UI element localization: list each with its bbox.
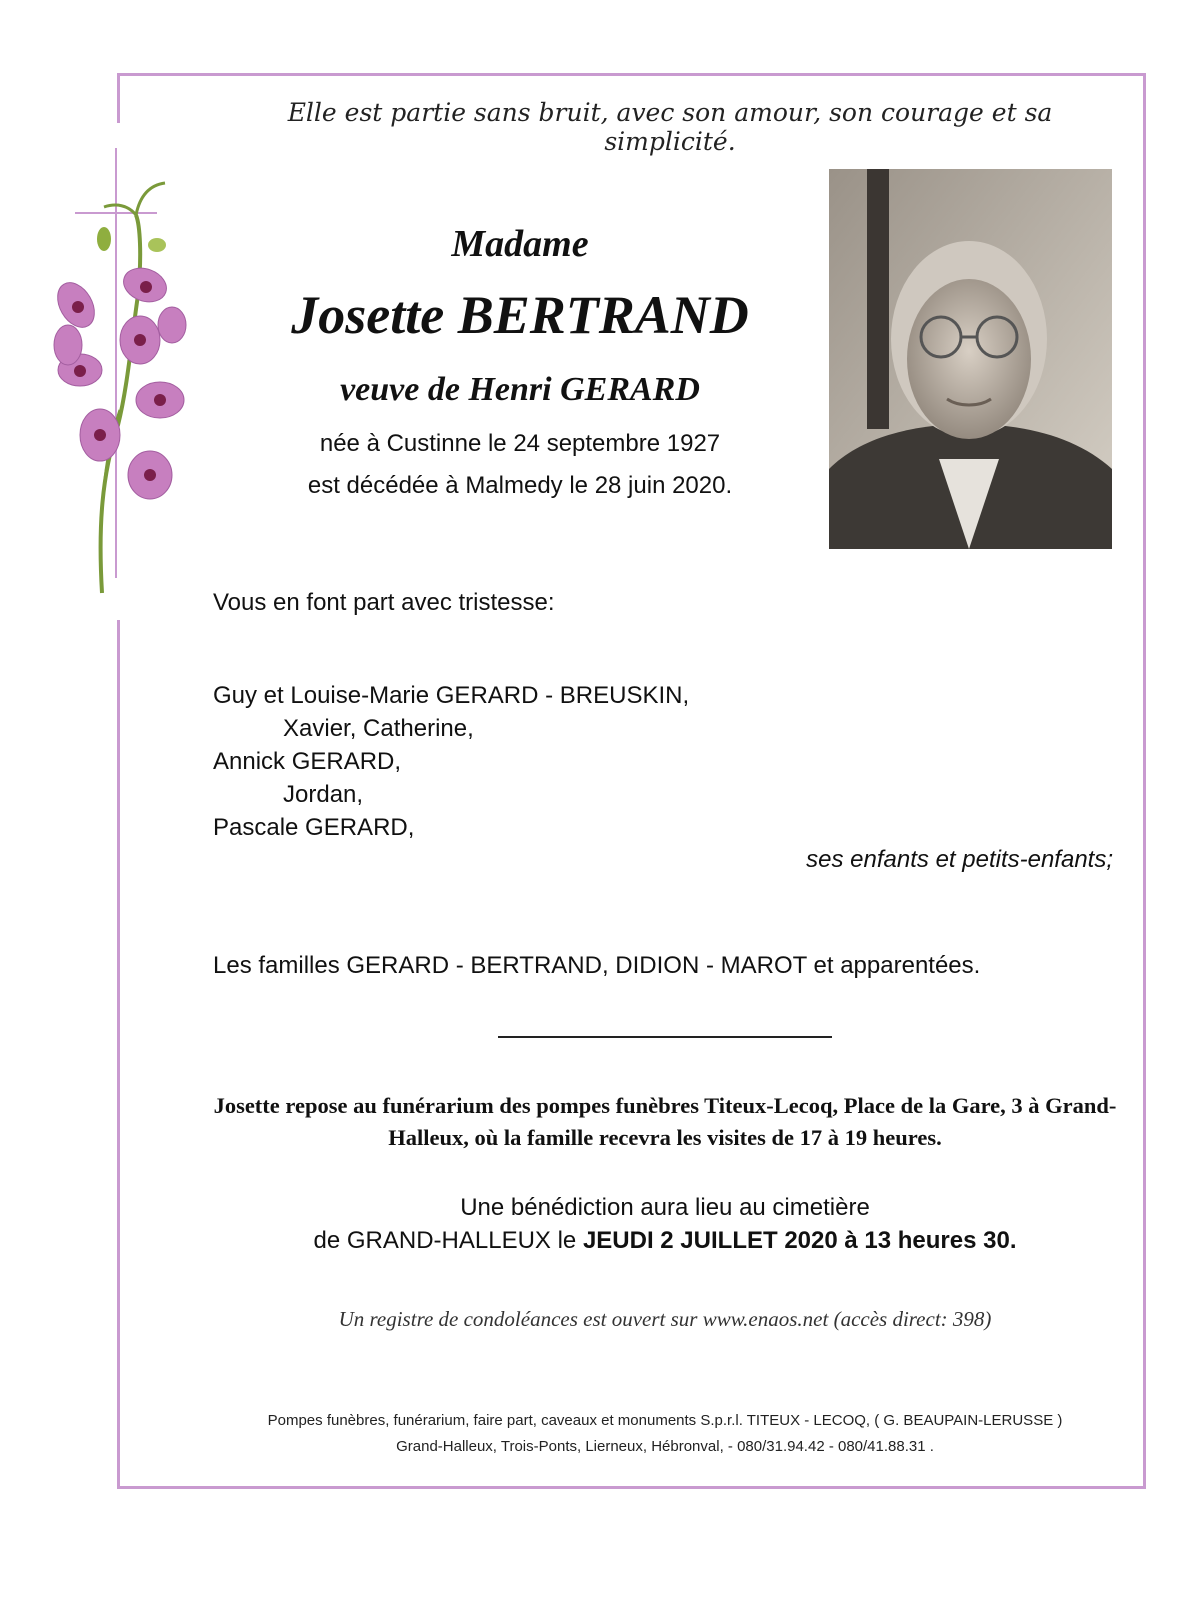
announcement-intro: Vous en font part avec tristesse: xyxy=(213,589,555,616)
deceased-name: Josette BERTRAND xyxy=(291,285,749,345)
portrait-photo xyxy=(829,169,1112,549)
widow-of: veuve de Henri GERARD xyxy=(340,371,700,408)
reposing-info: Josette repose au funérarium des pompes funèbres Titeux-Lecoq, Place de la Gare, 3 à Grand-Halleux, où la famille recevra les visites de 17 à 19 heures. xyxy=(213,1093,1117,1150)
divider xyxy=(498,1036,832,1038)
death-line: est décédée à Malmedy le 28 juin 2020. xyxy=(307,472,733,499)
ceremony-line2 xyxy=(270,1227,1060,1255)
ceremony-date: JEUDI 2 JUILLET 2020 à 13 heures 30. xyxy=(582,1227,1017,1254)
registry-note: Un registre de condoléances est ouvert sur www.enaos.net (accès direct: 398) xyxy=(338,1307,992,1331)
honorific: Madame xyxy=(451,223,589,265)
birth-line: née à Custinne le 24 septembre 1927 xyxy=(319,430,721,457)
footer-line1: Pompes funèbres, funérarium, faire part, caveaux et monuments S.p.r.l. TITEUX - LECOQ, ( G. BEAUPAIN-LERUSSE ) xyxy=(267,1412,1063,1429)
frame-right xyxy=(1143,73,1146,1489)
family-member: Pascale GERARD, xyxy=(213,814,415,841)
frame-left-upper xyxy=(117,73,120,123)
family-member: Xavier, Catherine, xyxy=(283,715,474,742)
ceremony-line1: Une bénédiction aura lieu au cimetière xyxy=(460,1194,870,1221)
frame-bottom xyxy=(117,1486,1146,1489)
ceremony-place: de GRAND-HALLEUX le xyxy=(313,1227,583,1254)
frame-left-lower xyxy=(117,620,120,1489)
orchid-icon xyxy=(40,145,200,605)
family-member: Jordan, xyxy=(283,781,364,808)
family-member: Annick GERARD, xyxy=(213,748,402,775)
family-member: Guy et Louise-Marie GERARD - BREUSKIN, xyxy=(213,682,690,709)
frame-top xyxy=(117,73,1146,76)
footer-line2: Grand-Halleux, Trois-Ponts, Lierneux, Hébronval, - 080/31.94.42 - 080/41.88.31 . xyxy=(396,1438,934,1455)
other-families: Les familles GERARD - BERTRAND, DIDION - MAROT et apparentées. xyxy=(213,952,981,979)
motto: Elle est partie sans bruit, avec son amour, son courage et sa simplicité. xyxy=(287,98,1053,156)
family-role: ses enfants et petits-enfants; xyxy=(806,846,1113,873)
